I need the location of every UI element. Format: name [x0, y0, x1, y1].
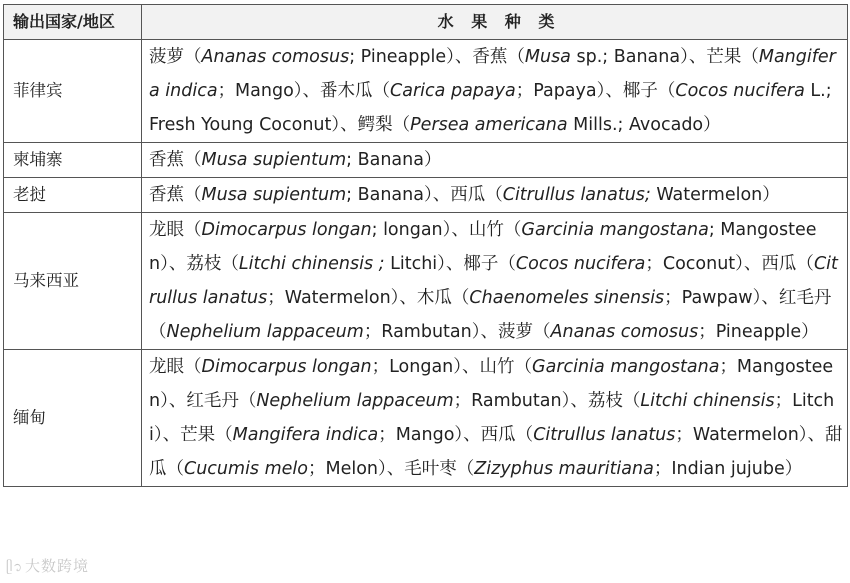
- table-row: [4, 350, 848, 487]
- watermark-text: 大数跨境: [25, 557, 90, 575]
- fruit-list-cell: 香蕉（Musa supientum; Banana）、西瓜（Citrullus lanatus; Watermelon）: [142, 178, 848, 213]
- table-header-row: [4, 5, 848, 40]
- header-country: 输出国家/地区: [4, 5, 142, 40]
- table-row: [4, 143, 848, 178]
- country-cell: 缅甸: [4, 350, 142, 487]
- fruit-export-table: [3, 4, 848, 487]
- country-cell: 马来西亚: [4, 213, 142, 350]
- country-cell: 菲律宾: [4, 40, 142, 143]
- header-fruit: 水 果 种 类: [142, 5, 848, 40]
- watermark: [6, 555, 89, 581]
- country-cell: 老挝: [4, 178, 142, 213]
- fruit-list-cell: 香蕉（Musa supientum; Banana）: [142, 143, 848, 178]
- cat-logo-icon: ᥫ᭡: [6, 560, 24, 575]
- table-row: [4, 178, 848, 213]
- fruit-list-cell: 龙眼（Dimocarpus longan; longan）、山竹（Garcinia mangostana; Mangosteen）、荔枝（Litchi chinensis ; Litchi）、椰子（Cocos nucifera；Coconut）、西瓜（Citrullus lanatus；Watermelon）、木瓜（Chaenomeles sinensis；Pawpaw）、红毛丹（Nephelium lappaceum；Rambutan）、菠萝（Ananas comosus；Pineapple）: [142, 213, 848, 350]
- table-row: [4, 40, 848, 143]
- fruit-list-cell: 龙眼（Dimocarpus longan；Longan）、山竹（Garcinia mangostana；Mangosteen）、红毛丹（Nephelium lappaceum；Rambutan）、荔枝（Litchi chinensis；Litchi）、芒果（Mangifera indica；Mango）、西瓜（Citrullus lanatus；Watermelon）、甜瓜（Cucumis melo；Melon）、毛叶枣（Zizyphus mauritiana；Indian jujube）: [142, 350, 848, 487]
- country-cell: 柬埔寨: [4, 143, 142, 178]
- fruit-list-cell: 菠萝（Ananas comosus; Pineapple）、香蕉（Musa sp.; Banana）、芒果（Mangifera indica；Mango）、番木瓜（Carica papaya；Papaya）、椰子（Cocos nucifera L.; Fresh Young Coconut）、鳄梨（Persea americana Mills.; Avocado）: [142, 40, 848, 143]
- table-row: [4, 213, 848, 350]
